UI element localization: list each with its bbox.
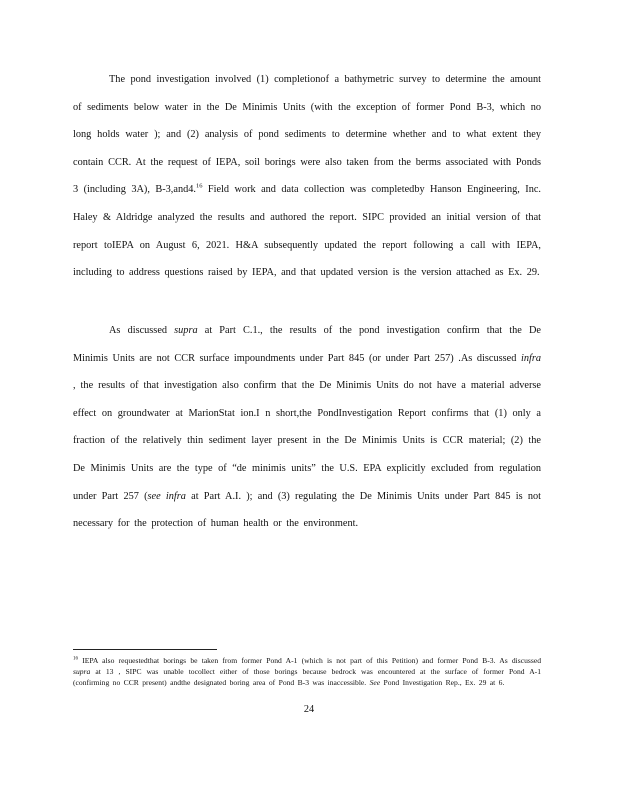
footnote-text-c: Pond Investigation Rep., Ex. 29 at 6.	[380, 678, 505, 688]
body-paragraph-1	[73, 66, 541, 287]
footnote-separator	[73, 649, 217, 650]
footnote-citation-see: See	[369, 678, 381, 688]
citation-signal-infra: infra	[520, 352, 541, 364]
footnote-number: 16	[73, 656, 78, 662]
footnote-reference[interactable]: 16	[195, 182, 203, 190]
footnote-text-a: IEPA also requestedthat borings be taken from former Pond A-1 (which is not part of this Petition) and former Pond B-3. As discussed	[78, 656, 541, 665]
citation-signal-see-infra: see infra	[147, 490, 186, 502]
paragraph-1-text-a: The pond investigation involved (1) completionof a bathymetric survey to determine the amount of sediments below water in the De Minimis Units (with the exception of former Pond B-3, which no long holds water ); and (2) analysis of pond sediments to determine whether and to what extent they contain CCR. At the request of IEPA, soil borings were also taken from the berms associated with Ponds 3 (including 3A), B-3,and4.	[73, 74, 541, 196]
paragraph-2-text-d: at Part A.I. ); and (3) regulating the De Minimis Units under Part 845 is not necessary for the protection of human health or the environment.	[73, 490, 541, 530]
footnote-16	[73, 655, 541, 689]
citation-signal-supra: supra	[174, 325, 198, 336]
footnote-citation-supra: supra	[73, 667, 91, 677]
footnote-text-b: at 13 , SIPC was unable tocollect either of those borings because bedrock was encountered at the surface of former Pond A-1 (confirming no CCR present) andthe designated boring area of Pond B-3 was inaccessible.	[73, 667, 541, 688]
body-paragraph-2	[73, 317, 541, 538]
paragraph-2-text-a: As discussed	[109, 325, 175, 336]
paragraph-2-text-b: at Part C.1., the results of the pond investigation confirm that the De Minimis Units are not CCR surface impoundments under Part 845 (or under Part 257) .As discussed	[73, 325, 541, 364]
page-number: 24	[303, 704, 315, 715]
paragraph-2-text-c: , the results of that investigation also confirm that the De Minimis Units do not have a material adverse effect on groundwater at MarionStat ion.I n short,the PondInvestigation Report confirms that (1) only a fraction of the relatively thin sediment layer present in the De Minimis Units is CCR material; (2) the De Minimis Units are the type of “de minimis units” the U.S. EPA explicitly excluded from regulation under Part 257 (	[73, 380, 541, 502]
paragraph-1-text-b: Field work and data collection was completedby Hanson Engineering, Inc. Haley & Aldridge analyzed the results and authored the report. SIPC provided an initial version of that report toIEPA on August 6, 2021. H&A subsequently updated the report following a call with IEPA, including to address questions raised by IEPA, and that updated version is the version attached as Ex. 29.	[73, 184, 541, 279]
